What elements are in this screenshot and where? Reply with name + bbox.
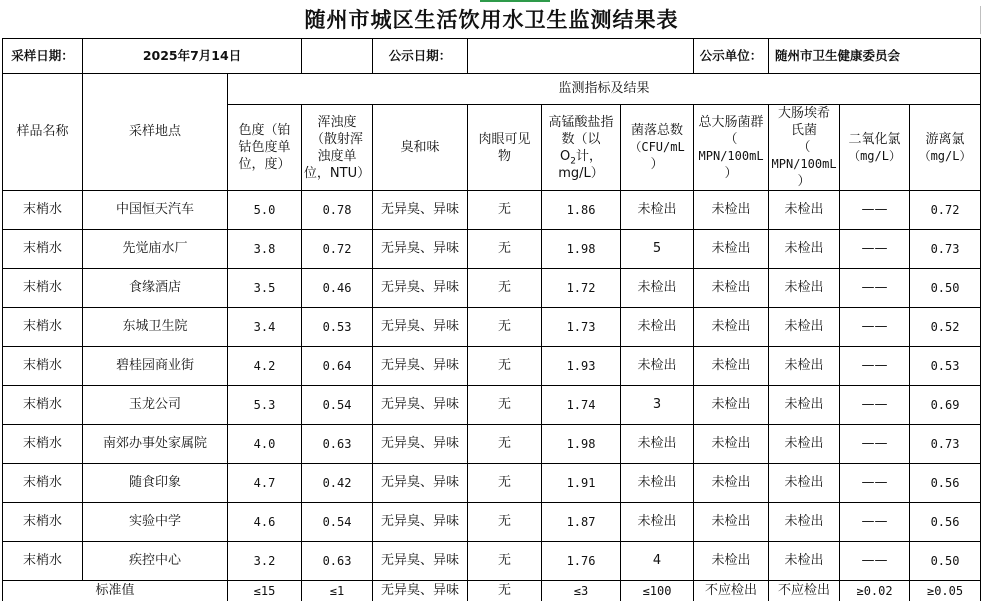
visible-matter-cell[interactable]: 无: [468, 542, 542, 581]
permanganate-cell[interactable]: 1.86: [542, 191, 621, 230]
header-colony-count: 菌落总数 （CFU/mL ）: [621, 105, 694, 191]
colony-count-cell[interactable]: 未检出: [621, 503, 694, 542]
header-sample-name: 样品名称: [3, 74, 83, 191]
colony-count-cell[interactable]: 未检出: [621, 347, 694, 386]
sample-name-cell[interactable]: 末梢水: [3, 425, 83, 464]
free-chlorine-cell[interactable]: 0.72: [910, 191, 981, 230]
color-cell[interactable]: 3.8: [228, 230, 302, 269]
standard-odor[interactable]: 无异臭、异味: [373, 581, 468, 601]
colony-count-cell[interactable]: 未检出: [621, 464, 694, 503]
header-chlorine-dioxide: 二氧化氯 （mg/L）: [840, 105, 910, 191]
sample-name-cell[interactable]: 末梢水: [3, 386, 83, 425]
permanganate-cell[interactable]: 1.87: [542, 503, 621, 542]
header-group-row: [3, 74, 981, 105]
header-e-coli: 大肠埃希 氏菌 （ MPN/100mL ）: [769, 105, 840, 191]
standard-e-coli[interactable]: 不应检出: [769, 581, 840, 601]
e-coli-cell[interactable]: 未检出: [769, 386, 840, 425]
e-coli-cell[interactable]: 未检出: [769, 503, 840, 542]
permanganate-cell[interactable]: 1.93: [542, 347, 621, 386]
data-rows: [3, 191, 981, 581]
visible-matter-cell[interactable]: 无: [468, 386, 542, 425]
sample-name-cell[interactable]: 末梢水: [3, 542, 83, 581]
table-row: [3, 191, 981, 230]
e-coli-cell[interactable]: 未检出: [769, 269, 840, 308]
free-chlorine-cell[interactable]: 0.53: [910, 347, 981, 386]
colony-count-cell[interactable]: 4: [621, 542, 694, 581]
standard-color[interactable]: ≤15: [228, 581, 302, 601]
sample-name-cell[interactable]: 末梢水: [3, 347, 83, 386]
color-cell[interactable]: 5.3: [228, 386, 302, 425]
sampling-site-cell[interactable]: 疾控中心: [83, 542, 228, 581]
free-chlorine-cell[interactable]: 0.50: [910, 269, 981, 308]
sampling-site-cell[interactable]: 玉龙公司: [83, 386, 228, 425]
odor-cell[interactable]: 无异臭、异味: [373, 347, 468, 386]
free-chlorine-cell[interactable]: 0.56: [910, 503, 981, 542]
table-row: [3, 503, 981, 542]
free-chlorine-cell[interactable]: 0.52: [910, 308, 981, 347]
color-cell[interactable]: 3.4: [228, 308, 302, 347]
turbidity-cell[interactable]: 0.63: [302, 425, 373, 464]
odor-cell[interactable]: 无异臭、异味: [373, 425, 468, 464]
sample-name-cell[interactable]: 末梢水: [3, 464, 83, 503]
e-coli-cell[interactable]: 未检出: [769, 347, 840, 386]
permanganate-cell[interactable]: 1.73: [542, 308, 621, 347]
color-cell[interactable]: 3.2: [228, 542, 302, 581]
turbidity-cell[interactable]: 0.72: [302, 230, 373, 269]
sampling-site-cell[interactable]: 随食印象: [83, 464, 228, 503]
sampling-site-cell[interactable]: 碧桂园商业街: [83, 347, 228, 386]
free-chlorine-cell[interactable]: 0.73: [910, 230, 981, 269]
visible-matter-cell[interactable]: 无: [468, 347, 542, 386]
total-coliform-cell[interactable]: 未检出: [694, 308, 769, 347]
colony-count-cell[interactable]: 5: [621, 230, 694, 269]
sampling-date-label: 采样日期：: [3, 39, 83, 74]
page-title: 随州市城区生活饮用水卫生监测结果表: [304, 7, 679, 32]
header-permanganate: 高锰酸盐指 数（以 $O_2$计， mg/L）: [542, 105, 621, 191]
e-coli-cell[interactable]: 未检出: [769, 542, 840, 581]
table-row: [3, 425, 981, 464]
odor-cell[interactable]: 无异臭、异味: [373, 386, 468, 425]
chlorine-dioxide-cell[interactable]: ——: [840, 347, 910, 386]
e-coli-cell[interactable]: 未检出: [769, 191, 840, 230]
odor-cell[interactable]: 无异臭、异味: [373, 503, 468, 542]
total-coliform-cell[interactable]: 未检出: [694, 503, 769, 542]
odor-cell[interactable]: 无异臭、异味: [373, 542, 468, 581]
colony-count-cell[interactable]: 未检出: [621, 308, 694, 347]
permanganate-cell[interactable]: 1.98: [542, 230, 621, 269]
turbidity-cell[interactable]: 0.64: [302, 347, 373, 386]
total-coliform-cell[interactable]: 未检出: [694, 464, 769, 503]
colony-count-cell[interactable]: 未检出: [621, 425, 694, 464]
sampling-date-value[interactable]: 2025年7月14日: [83, 39, 302, 74]
e-coli-cell[interactable]: 未检出: [769, 425, 840, 464]
meta-row: [3, 39, 981, 74]
publish-date-label: 公示日期：: [373, 39, 468, 74]
free-chlorine-cell[interactable]: 0.73: [910, 425, 981, 464]
e-coli-cell[interactable]: 未检出: [769, 230, 840, 269]
chlorine-dioxide-cell[interactable]: ——: [840, 386, 910, 425]
chlorine-dioxide-cell[interactable]: ——: [840, 269, 910, 308]
color-cell[interactable]: 5.0: [228, 191, 302, 230]
table-row: [3, 464, 981, 503]
color-cell[interactable]: 4.6: [228, 503, 302, 542]
chlorine-dioxide-cell[interactable]: ——: [840, 308, 910, 347]
total-coliform-cell[interactable]: 未检出: [694, 230, 769, 269]
color-cell[interactable]: 3.5: [228, 269, 302, 308]
standard-total-coliform[interactable]: 不应检出: [694, 581, 769, 601]
header-free-chlorine: 游离氯 （mg/L）: [910, 105, 981, 191]
chlorine-dioxide-cell[interactable]: ——: [840, 191, 910, 230]
turbidity-cell[interactable]: 0.46: [302, 269, 373, 308]
turbidity-cell[interactable]: 0.42: [302, 464, 373, 503]
colony-count-cell[interactable]: 3: [621, 386, 694, 425]
table-row: [3, 386, 981, 425]
results-table: [2, 38, 981, 601]
header-color: 色度（铂 钴色度单 位，度）: [228, 105, 302, 191]
odor-cell[interactable]: 无异臭、异味: [373, 230, 468, 269]
sampling-site-cell[interactable]: 实验中学: [83, 503, 228, 542]
free-chlorine-cell[interactable]: 0.50: [910, 542, 981, 581]
turbidity-cell[interactable]: 0.63: [302, 542, 373, 581]
visible-matter-cell[interactable]: 无: [468, 308, 542, 347]
publish-unit-value[interactable]: 随州市卫生健康委员会: [769, 39, 981, 74]
standard-turbidity[interactable]: ≤1: [302, 581, 373, 601]
odor-cell[interactable]: 无异臭、异味: [373, 464, 468, 503]
header-total-coliform: 总大肠菌群 （ MPN/100mL ）: [694, 105, 769, 191]
publish-unit-label: 公示单位：: [694, 39, 769, 74]
turbidity-cell[interactable]: 0.78: [302, 191, 373, 230]
header-indicator-group: 监测指标及结果: [228, 74, 981, 105]
chlorine-dioxide-cell[interactable]: ——: [840, 503, 910, 542]
header-visible-matter: 肉眼可见 物: [468, 105, 542, 191]
odor-cell[interactable]: 无异臭、异味: [373, 191, 468, 230]
turbidity-cell[interactable]: 0.54: [302, 386, 373, 425]
visible-matter-cell[interactable]: 无: [468, 191, 542, 230]
table-row: [3, 308, 981, 347]
sample-name-cell[interactable]: 末梢水: [3, 230, 83, 269]
header-sampling-site: 采样地点: [83, 74, 228, 191]
chlorine-dioxide-cell[interactable]: ——: [840, 542, 910, 581]
color-cell[interactable]: 4.7: [228, 464, 302, 503]
odor-cell[interactable]: 无异臭、异味: [373, 269, 468, 308]
total-coliform-cell[interactable]: 未检出: [694, 425, 769, 464]
standard-visible-matter[interactable]: 无: [468, 581, 542, 601]
color-cell[interactable]: 4.0: [228, 425, 302, 464]
chlorine-dioxide-cell[interactable]: ——: [840, 230, 910, 269]
standard-free-chlorine[interactable]: ≥0.05: [910, 581, 981, 601]
colony-count-cell[interactable]: 未检出: [621, 191, 694, 230]
sampling-site-cell[interactable]: 中国恒天汽车: [83, 191, 228, 230]
color-cell[interactable]: 4.2: [228, 347, 302, 386]
visible-matter-cell[interactable]: 无: [468, 230, 542, 269]
permanganate-cell[interactable]: 1.91: [542, 464, 621, 503]
standard-chlorine-dioxide[interactable]: ≥0.02: [840, 581, 910, 601]
header-odor: 臭和味: [373, 105, 468, 191]
total-coliform-cell[interactable]: 未检出: [694, 191, 769, 230]
e-coli-cell[interactable]: 未检出: [769, 308, 840, 347]
e-coli-cell[interactable]: 未检出: [769, 464, 840, 503]
turbidity-cell[interactable]: 0.54: [302, 503, 373, 542]
turbidity-cell[interactable]: 0.53: [302, 308, 373, 347]
table-row: [3, 542, 981, 581]
sampling-site-cell[interactable]: 先觉庙水厂: [83, 230, 228, 269]
total-coliform-cell[interactable]: 未检出: [694, 542, 769, 581]
publish-date-value[interactable]: [468, 39, 694, 74]
sample-name-cell[interactable]: 末梢水: [3, 191, 83, 230]
table-row: [3, 230, 981, 269]
visible-matter-cell[interactable]: 无: [468, 425, 542, 464]
permanganate-cell[interactable]: 1.72: [542, 269, 621, 308]
standard-colony-count[interactable]: ≤100: [621, 581, 694, 601]
free-chlorine-cell[interactable]: 0.56: [910, 464, 981, 503]
sample-name-cell[interactable]: 末梢水: [3, 308, 83, 347]
permanganate-cell[interactable]: 1.98: [542, 425, 621, 464]
standard-row: [3, 581, 981, 601]
sampling-site-cell[interactable]: 东城卫生院: [83, 308, 228, 347]
header-turbidity: 浑浊度 （散射浑 浊度单 位，NTU）: [302, 105, 373, 191]
visible-matter-cell[interactable]: 无: [468, 464, 542, 503]
total-coliform-cell[interactable]: 未检出: [694, 269, 769, 308]
sampling-site-cell[interactable]: 食缘酒店: [83, 269, 228, 308]
table-row: [3, 269, 981, 308]
odor-cell[interactable]: 无异臭、异味: [373, 308, 468, 347]
total-coliform-cell[interactable]: 未检出: [694, 386, 769, 425]
total-coliform-cell[interactable]: 未检出: [694, 347, 769, 386]
meta-blank-cell[interactable]: [302, 39, 373, 74]
sample-name-cell[interactable]: 末梢水: [3, 503, 83, 542]
standard-permanganate[interactable]: ≤3: [542, 581, 621, 601]
free-chlorine-cell[interactable]: 0.69: [910, 386, 981, 425]
sample-name-cell[interactable]: 末梢水: [3, 269, 83, 308]
sampling-site-cell[interactable]: 南郊办事处家属院: [83, 425, 228, 464]
visible-matter-cell[interactable]: 无: [468, 269, 542, 308]
standard-label[interactable]: 标准值: [3, 581, 228, 601]
visible-matter-cell[interactable]: 无: [468, 503, 542, 542]
chlorine-dioxide-cell[interactable]: ——: [840, 464, 910, 503]
permanganate-cell[interactable]: 1.74: [542, 386, 621, 425]
colony-count-cell[interactable]: 未检出: [621, 269, 694, 308]
chlorine-dioxide-cell[interactable]: ——: [840, 425, 910, 464]
table-row: [3, 347, 981, 386]
permanganate-cell[interactable]: 1.76: [542, 542, 621, 581]
